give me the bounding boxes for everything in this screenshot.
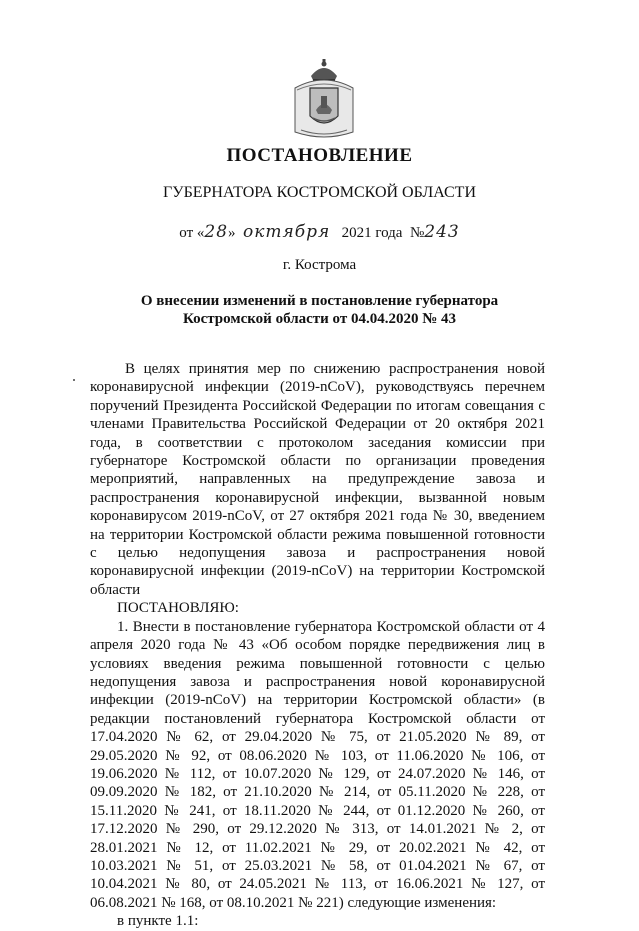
- doc-number-handwritten: 243: [424, 222, 460, 242]
- date-close-quote: »: [228, 225, 236, 241]
- subject-heading: [0, 292, 639, 328]
- date-day-handwritten: 28: [204, 222, 229, 242]
- date-prefix: от: [179, 225, 194, 241]
- document-body: [90, 360, 545, 931]
- subject-line-1: О внесении изменений в постановление губернатора: [140, 293, 499, 309]
- issuer-line: ГУБЕРНАТОРА КОСТРОМСКОЙ ОБЛАСТИ: [162, 184, 476, 201]
- sub-item-line: в пункте 1.1:: [117, 913, 199, 930]
- preamble-paragraph: В целях принятия мер по снижению распространения новой коронавирусной инфекции (2019-nCoV), руководствуясь перечнем поручений Президента Российской Федерации по итогам совещания с членами Правительства Российской Федерации от 20 октября 2021 года, в соответствии с протоколом заседания комиссии при губернаторе Костромской области по организации проведения мероприятий, направленных на предупреждение завоза и распространения коронавирусной инфекции, вызванной новым коронавирусом 2019-nCoV, от 27 октября 2021 года № 30, введением на территории Костромской области режима повышенной готовности с целью недопущения завоза и распространения новой коронавирусной инфекции (2019-nCoV) на территории Костромской области: [90, 361, 545, 598]
- date-year: 2021 года: [341, 225, 403, 241]
- number-sign: №: [409, 225, 425, 241]
- subject-line-2: Костромской области от 04.04.2020 № 43: [182, 311, 457, 327]
- city-line: г. Кострома: [282, 257, 357, 273]
- scan-speck: [73, 379, 75, 381]
- date-line: [0, 222, 639, 242]
- decree-word: ПОСТАНОВЛЯЮ:: [117, 600, 239, 617]
- date-open-quote: «: [196, 225, 205, 241]
- coat-of-arms-icon: [291, 58, 357, 140]
- document-title: ПОСТАНОВЛЕНИЕ: [226, 145, 413, 166]
- date-month-handwritten: октября: [243, 222, 331, 242]
- item-1-paragraph: 1. Внести в постановление губернатора Костромской области от 4 апреля 2020 года № 43 «Об особом порядке передвижения лиц в условиях введения режима повышенной готовности с целью недопущения завоза и распространения новой коронавирусной инфекции (2019-nCoV) на территории Костромской области» (в редакции постановлений губернатора Костромской области от 17.04.2020 № 62, от 29.04.2020 № 75, от 21.05.2020 № 89, от 29.05.2020 № 92, от 08.06.2020 № 103, от 11.06.2020 № 106, от 19.06.2020 № 112, от 10.07.2020 № 129, от 24.07.2020 № 146, от 09.09.2020 № 182, от 21.10.2020 № 214, от 05.11.2020 № 228, от 15.11.2020 № 241, от 18.11.2020 № 244, от 01.12.2020 № 260, от 17.12.2020 № 290, от 29.12.2020 № 313, от 14.01.2021 № 2, от 28.01.2021 № 12, от 11.02.2021 № 29, от 20.02.2021 № 42, от 10.03.2021 № 51, от 25.03.2021 № 58, от 01.04.2021 № 67, от 10.04.2021 № 80, от 24.05.2021 № 113, от 16.06.2021 № 127, от 06.08.2021 № 168, от 08.10.2021 № 221) следующие изменения:: [90, 618, 545, 911]
